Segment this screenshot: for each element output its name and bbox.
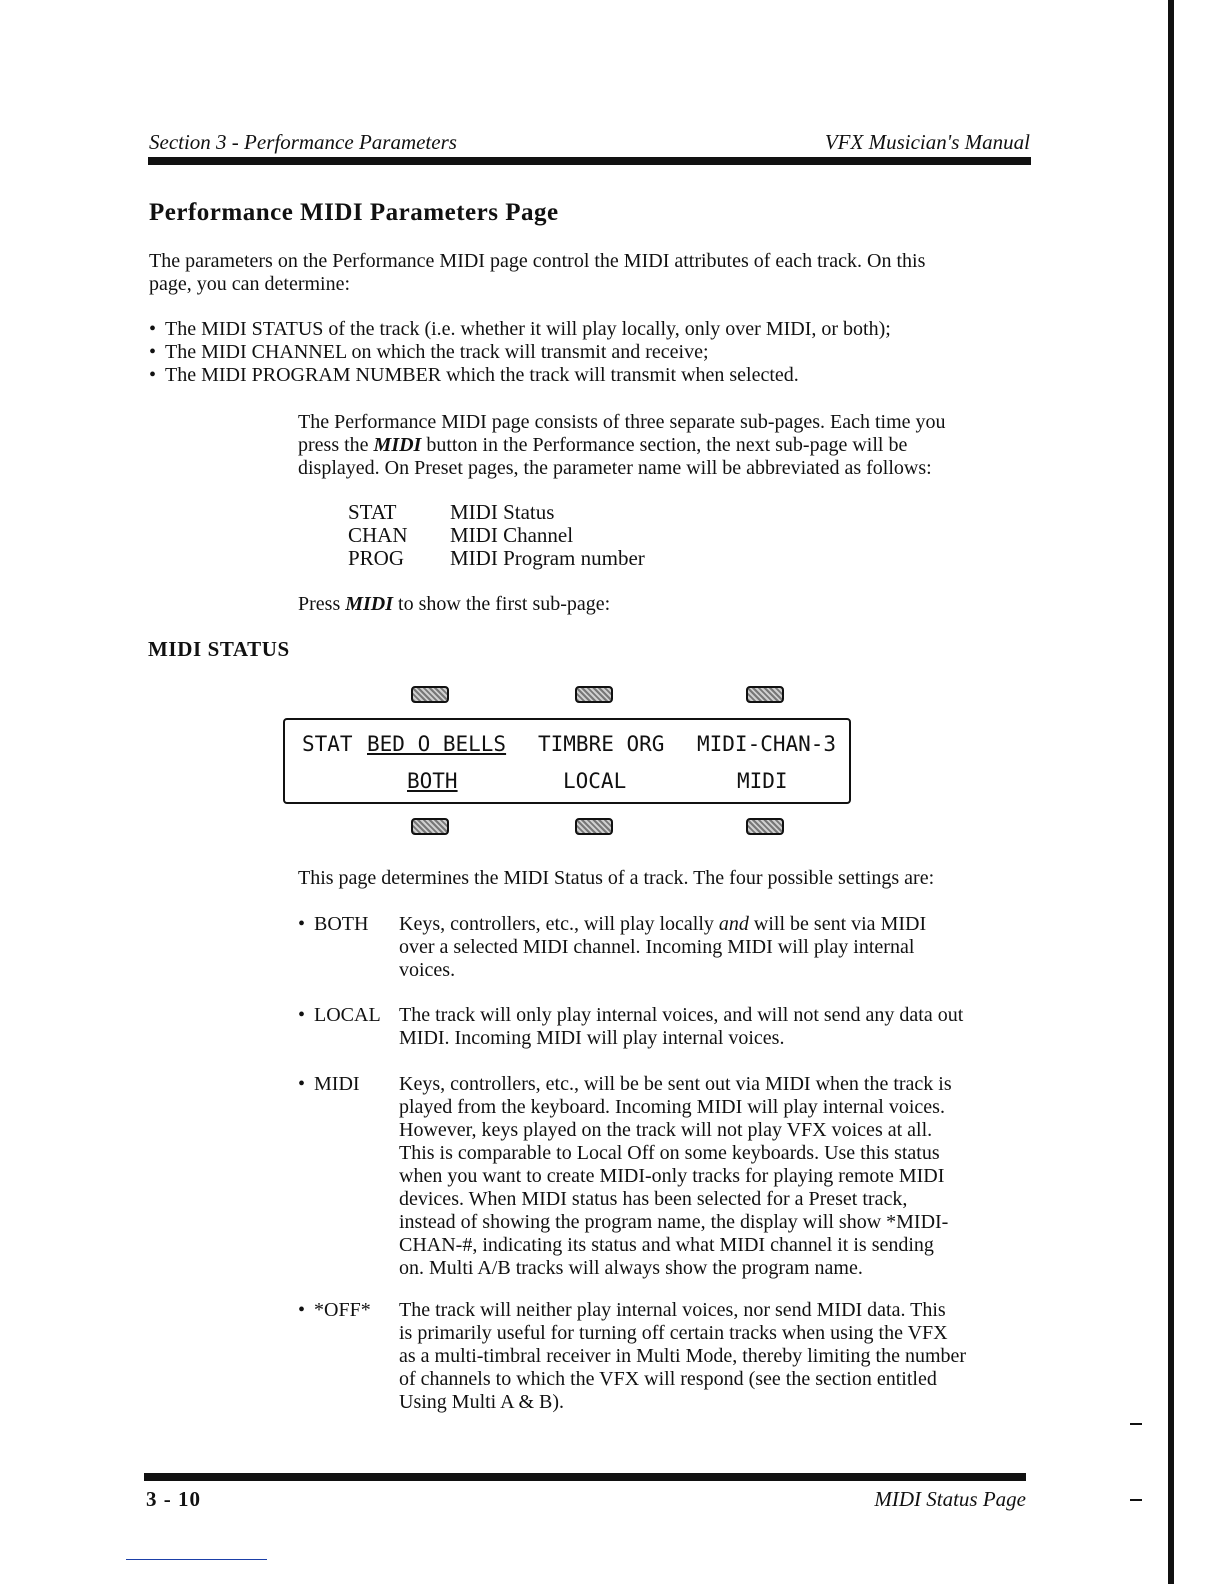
soft-button-bottom-1[interactable]: [411, 818, 449, 835]
subpages-paragraph: [298, 411, 1028, 480]
bullet-item: • The MIDI PROGRAM NUMBER which the track will transmit when selected.: [149, 364, 1029, 387]
setting-line: of channels to which the VFX will respond (see the section entitled: [399, 1368, 937, 1390]
bullet-item: • The MIDI CHANNEL on which the track will transmit and receive;: [149, 341, 1029, 364]
soft-button-top-3[interactable]: [746, 686, 784, 703]
setting-line: devices. When MIDI status has been selected for a Preset track,: [399, 1188, 908, 1210]
abbreviation-meaning: MIDI Program number: [450, 546, 645, 570]
subpages-line: displayed. On Preset pages, the parameter name will be abbreviated as follows:: [298, 457, 932, 479]
setting-description-both: [399, 913, 1027, 982]
setting-line: The track will only play internal voices, and will not send any data out: [399, 1004, 964, 1026]
setting-description-midi: [399, 1073, 1027, 1280]
status-intro: This page determines the MIDI Status of a track. The four possible settings are:: [298, 867, 935, 889]
setting-line: on. Multi A/B tracks will always show the program name.: [399, 1257, 863, 1279]
setting-line: Keys, controllers, etc., will play locally and will be sent via MIDI: [399, 913, 927, 935]
setting-line: This is comparable to Local Off on some keyboards. Use this status: [399, 1142, 940, 1164]
page-binding-edge: [1168, 0, 1174, 1584]
intro-line: The parameters on the Performance MIDI page control the MIDI attributes of each track. On this: [149, 250, 926, 272]
setting-line: CHAN-#, indicating its status and what MIDI channel it is sending: [399, 1234, 934, 1256]
parameter-bullet-list: [149, 318, 1029, 387]
soft-button-top-2[interactable]: [575, 686, 613, 703]
footer-page-title: MIDI Status Page: [874, 1487, 1026, 1511]
setting-line: The track will neither play internal voices, nor send MIDI data. This: [399, 1299, 946, 1321]
subpages-line: press the MIDI button in the Performance section, the next sub-page will be: [298, 434, 908, 456]
header-rule: [148, 157, 1031, 165]
lcd-track-3-name: MIDI-CHAN-3: [697, 732, 837, 756]
footnote-rule: [126, 1559, 267, 1560]
edge-mark: [1130, 1499, 1142, 1501]
setting-line: Keys, controllers, etc., will be be sent out via MIDI when the track is: [399, 1073, 952, 1095]
setting-line: as a multi-timbral receiver in Multi Mode, thereby limiting the number: [399, 1345, 967, 1367]
intro-line: page, you can determine:: [149, 273, 351, 295]
abbreviation-code: PROG: [348, 546, 405, 570]
setting-line: when you want to create MIDI-only tracks for playing remote MIDI: [399, 1165, 945, 1187]
soft-button-bottom-2[interactable]: [575, 818, 613, 835]
setting-description-off: [399, 1299, 1027, 1414]
abbreviation-code: STAT: [348, 500, 397, 524]
midi-button-name: MIDI: [345, 593, 394, 615]
setting-line: MIDI. Incoming MIDI will play internal voices.: [399, 1027, 785, 1049]
soft-button-top-1[interactable]: [411, 686, 449, 703]
midi-button-name: MIDI: [373, 434, 422, 456]
abbreviation-meaning: MIDI Status: [450, 500, 555, 524]
lcd-track-3-status: MIDI: [737, 769, 788, 793]
footer-rule: [144, 1473, 1026, 1481]
setting-name-midi: • MIDI: [298, 1073, 360, 1096]
setting-name-off: • *OFF*: [298, 1299, 371, 1322]
setting-line: over a selected MIDI channel. Incoming MIDI will play internal: [399, 936, 915, 958]
setting-line: is primarily useful for turning off certain tracks when using the VFX: [399, 1322, 948, 1344]
lcd-track-1-status: BOTH: [407, 769, 458, 793]
setting-description-local: [399, 1004, 1027, 1050]
subpages-line: The Performance MIDI page consists of three separate sub-pages. Each time you: [298, 411, 946, 433]
edge-mark: [1130, 1423, 1142, 1425]
lcd-display: [283, 718, 851, 804]
abbreviation-meaning: MIDI Channel: [450, 523, 574, 547]
footer-page-number: 3 - 10: [146, 1487, 201, 1511]
page-title: Performance MIDI Parameters Page: [149, 199, 559, 226]
press-midi-instruction: Press MIDI to show the first sub-page:: [298, 593, 611, 615]
setting-line: Using Multi A & B).: [399, 1391, 565, 1413]
setting-name-both: • BOTH: [298, 913, 368, 936]
lcd-param-name: STAT: [302, 732, 353, 756]
setting-name-local: • LOCAL: [298, 1004, 381, 1027]
section-heading-midi-status: MIDI STATUS: [148, 637, 290, 661]
lcd-track-2-status: LOCAL: [563, 769, 627, 793]
header-section-title: Section 3 - Performance Parameters: [149, 130, 457, 154]
soft-button-bottom-3[interactable]: [746, 818, 784, 835]
lcd-track-1-name: BED O BELLS: [367, 732, 507, 756]
setting-line: played from the keyboard. Incoming MIDI will play internal voices.: [399, 1096, 945, 1118]
lcd-track-2-name: TIMBRE ORG: [538, 732, 665, 756]
bullet-item: • The MIDI STATUS of the track (i.e. whether it will play locally, only over MIDI, or both);: [149, 318, 1029, 341]
setting-line: voices.: [399, 959, 456, 981]
setting-line: instead of showing the program name, the display will show *MIDI-: [399, 1211, 949, 1233]
header-manual-title: VFX Musician's Manual: [824, 130, 1030, 154]
intro-paragraph: [149, 250, 1029, 296]
setting-line: However, keys played on the track will not play VFX voices at all.: [399, 1119, 933, 1141]
abbreviation-code: CHAN: [348, 523, 408, 547]
